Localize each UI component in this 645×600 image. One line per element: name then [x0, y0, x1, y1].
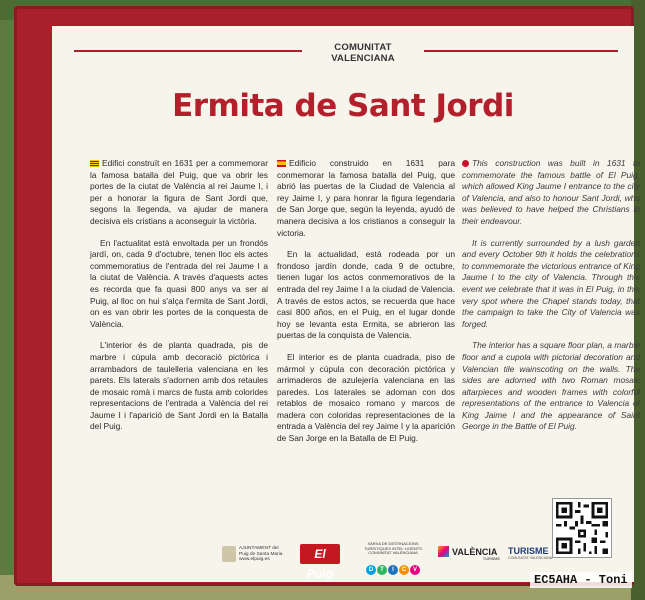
xarxa-circles — [354, 558, 432, 576]
qr-code — [552, 498, 612, 558]
spanish-paragraph: Edificio construido en 1631 para conmemorar la famosa batalla del Puig, que abrió las puertas de la Ciudad de Valencia al rey Jaime I, y para honrar la figura legendaria de San Jorge que, según la leyenda, ayudó de manera decisiva a los cristianos a conseguir la victoria. — [277, 158, 455, 238]
sign-title: Ermita de Sant Jordi — [172, 88, 514, 124]
valencia-subtext: TURISME — [482, 557, 500, 561]
uk-flag-icon — [462, 160, 469, 167]
spanish-flag-icon — [277, 160, 286, 167]
xarxa-circle: T — [377, 565, 387, 575]
sign-panel — [52, 26, 640, 582]
catalan-paragraph: En l'actualitat està envoltada per un frondós jardí, on, cada 9 d'octubre, tenen lloc els actes commemoratius de l'entrada del rei Jaume I a la ciutat de València. A través d'aquests actes es recorda que fa quasi 800 anys va ser al Puig, al lloc on hui s'alça l'ermita de Sant Jordi, on es van obrir les portes de la conquesta de València. — [90, 237, 268, 329]
valencia-text: VALÈNCIA — [452, 547, 498, 557]
english-paragraph: This construction was built in 1631 to commemorate the famous battle of El Puig, which allowed King Jaume I entrance to the city of Valencia, and also to honour Sant Jordi, who was believed to have helped the Christians in their endeavour. — [462, 158, 640, 226]
photo-credit: EC5AHA - Toni — [530, 572, 632, 588]
valencia-turisme-logo — [438, 546, 504, 561]
english-paragraph: The interior has a square floor plan, a marble floor and a cupola with pictorial decoration and Valencian tile wainscoting on the walls. The sides are adorned with two Roman mosaic altarpieces and wooden frames with colorful representations of the entrance to Valencia of King Jaime I and the appearance of Saint George in the Battle of El Puig. — [462, 340, 640, 432]
xarxa-circle: I — [388, 565, 398, 575]
header-rule-right — [424, 50, 618, 52]
valencia-mark-icon — [438, 546, 449, 557]
ajuntament-name: AJUNTAMENT del Puig de Santa Maria — [239, 546, 283, 557]
sign-frame — [14, 6, 640, 586]
xarxa-dti-logo — [354, 542, 432, 576]
ajuntament-url: www.elpuig.es — [239, 557, 270, 562]
comunitat-valenciana-logo — [302, 42, 424, 64]
catalan-flag-icon — [90, 160, 99, 167]
header-rule-left — [74, 50, 302, 52]
xarxa-caption: XARXA DE DESTINACIONS TURÍSTIQUES INTEL·LIGENTS COMUNITAT VALENCIANA — [364, 541, 422, 556]
xarxa-circle: D — [366, 565, 376, 575]
turisme-subtext: COMUNITAT VALENCIANA — [508, 556, 553, 560]
spanish-column — [277, 158, 455, 455]
header-logo-text: COMUNITAT VALENCIANA — [331, 42, 395, 64]
catalan-paragraph: Edifici construït en 1631 per a commemorar la famosa batalla del Puig, que va obrir les portes de la ciutat de València al rei Jaume I, i per a honorar la figura de Sant Jordi que, segons la llegenda, va ajudar de manera decisiva els cristians a aconseguir la victòria. — [90, 158, 268, 226]
spanish-paragraph: El interior es de planta cuadrada, piso de mármol y cúpula con decoración pictórica y arrimaderos de azulejería valenciana en las paredes. Los laterales se adornan con dos retablos de mosaico romano y marcos de madera con coloridas representaciones de la entrada a València del rey Jaime I y la aparición de San Jorge en la Batalla de El Puig. — [277, 351, 455, 444]
town-seal-icon — [222, 546, 236, 562]
sponsor-logos — [222, 541, 553, 581]
spanish-paragraph: En la actualidad, está rodeada por un frondoso jardín donde, cada 9 de octubre, tienen lugar los actos conmemorativos de la entrada del rey Jaime I a la ciudad de Valencia. A través de estos actos, se recuerda que hace casi 800 años, en el Puig, en el lugar donde hoy se levanta esta Ermita, se abrieron las puertas de la conquista de Valencia. — [277, 249, 455, 341]
english-paragraph: It is currently surrounded by a lush garden and every October 9th it holds the celebrations to commemorate the victorious entrance of King Jaume I to the city of Valencia. Through this event we celebrate that it was in El Puig, in this very spot where the Chapel stands today, that the campaign to take the City of Valencia was forged. — [462, 237, 640, 329]
catalan-paragraph: L'interior és de planta quadrada, pis de marbre i cúpula amb decoració pictòrica i arrambadors de taulelleria valenciana en les parets. Els laterals s'adornen amb dos retaules de mosaic romà i marcs de fusta amb colorides representacions de l'entrada a València del rei Jaume I i l'aparició de Sant Jordi en la Batalla del Puig. — [90, 340, 268, 432]
xarxa-circle: C — [399, 565, 409, 575]
el-puig-logo: El Puig — [300, 544, 340, 564]
xarxa-circle: V — [410, 565, 420, 575]
turisme-text: TURISME — [508, 546, 549, 556]
english-column — [462, 158, 640, 443]
catalan-column — [90, 158, 268, 443]
